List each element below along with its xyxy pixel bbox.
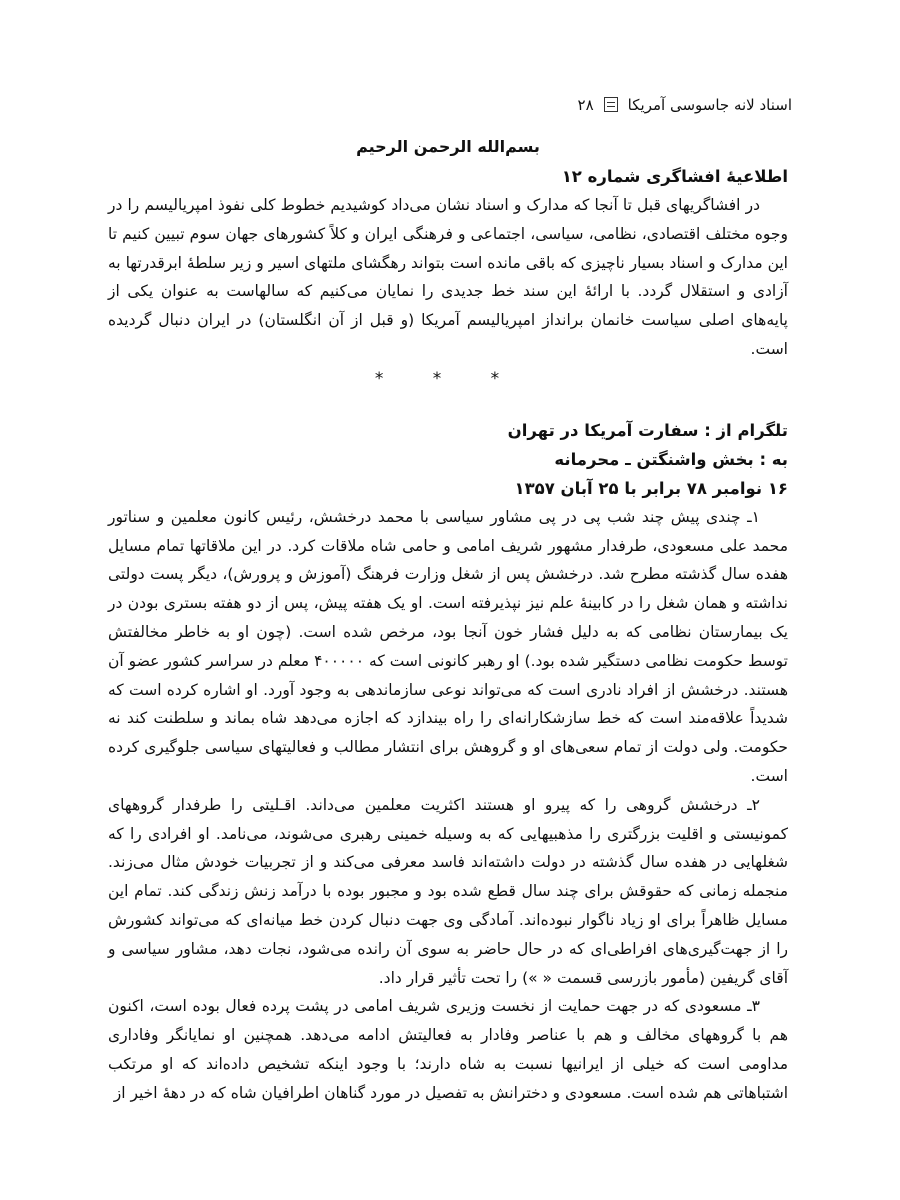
notice-title: اطلاعیهٔ افشاگری شماره ۱۲ bbox=[561, 167, 788, 186]
paragraph-3: ۳ـ مسعودی که در جهت حمایت از نخست وزیری شریف امامی در پشت پرده فعال بوده است، اکنون هم با گروههای مخالف و هم با عناصر وفادار به فعالیتش ادامه می‌دهد. همچنین او نمایانگر وفاداری مداومی است که خیلی از ایرانیها نسبت به شاه دارند؛ با وجود اینکه تشخیص داده‌اند که او مرتکب اشتباهاتی هم شده است. مسعودی و دخترانش به تفصیل در مورد گناهان اطرافیان شاه که در دههٔ اخیر از bbox=[108, 997, 788, 1102]
page-number: ۲۸ bbox=[577, 96, 594, 114]
running-header bbox=[578, 93, 792, 117]
telegram-date: ۱۶ نوامبر ۷۸ برابر با ۲۵ آبان ۱۳۵۷ bbox=[514, 478, 788, 498]
section-spacer bbox=[108, 394, 788, 416]
telegram-to: به : بخش واشنگتن ـ محرمانه bbox=[554, 449, 788, 469]
paragraph-2: ۲ـ درخشش گروهی را که پیرو او هستند اکثریت معلمین می‌داند. اقـلیتی را طرفدار گروههای کمونیستی و اقلیت بزرگتری را مذهبیهایی که به وسیله خمینی رهبری می‌شوند، می‌نامد. او افرادی را که شغلهایی در هفده سال گذشته در دولت داشته‌اند فاسد معرفی می‌کند و از تجربیات خودش مثال می‌زند. منجمله زمانی که حقوقش برای چند سال قطع شده بود و مجبور بوده با درآمد زنش زندگی کند. تمام این مسایل ظاهراً برای او زیاد ناگوار نبوده‌اند. آمادگی وی جهت دنبال کردن خط میانه‌ای که می‌تواند کشورش را از جهت‌گیری‌های افراطی‌ای که در حال حاضر به سوی آن رانده می‌شود، نجات دهد، مشاور سیاسی و آقای گریفین (مأمور بازرسی قسمت « ») را تحت تأثیر قرار داد. bbox=[108, 795, 788, 987]
page-content bbox=[108, 132, 788, 1108]
telegram-from: تلگرام از : سفارت آمریکا در تهران bbox=[507, 420, 788, 440]
paragraph-1: ۱ـ چندی پیش چند شب پی در پی مشاور سیاسی با محمد درخشش، رئیس کانون معلمین و سناتور محمد علی مسعودی، طرفدار مشهور شریف امامی و حامی شاه ملاقات کرد. در این ملاقاتها تمام مسایل هفده سال گذشته مطرح شد. درخشش پس از شغل وزارت فرهنگ (آموزش و پرورش)، دیگر پست دولتی نداشته و همان شغل را در کابینهٔ علم نیز نپذیرفته است. او یک هفته پیش، پس از دو هفته بستری بودن در یک بیمارستان نظامی که به دلیل فشار خون آنجا بود، مرخص شده است. (چون او به خاطر مخالفتش توسط حکومت نظامی دستگیر شده بود.) او رهبر کانونی است که ۴۰۰۰۰۰ معلم در سراسر کشور عضو آن هستند. درخشش از افراد نادری است که می‌تواند نوعی سازماندهی به وجود آورد. او اشاره کرده است که شدیداً علاقه‌مند است که خط سازشکارانه‌ای را راه بیندازد که اجازه می‌دهد شاه بماند و سلطنت کند نه حکومت. ولی دولت از تمام سعی‌های او و گروهش برای انتشار مطالب و فعالیتهای سیاسی جلوگیری کرده است. bbox=[108, 507, 788, 785]
document-icon bbox=[604, 97, 618, 112]
intro-paragraph: در افشاگریهای قبل تا آنجا که مدارک و اسناد نشان می‌داد کوشیدیم خطوط کلی نفوذ امپریالیسم را در وجوه مختلف اقتصادی، نظامی، سیاسی، اجتماعی و فرهنگی ایران و کلاً کشورهای جهان سوم تبیین کنیم تا این مدارک و اسناد بسیار ناچیزی که باقی مانده است بتواند رهگشای ملتهای اسیر و زیر سلطهٔ ابرقدرتها به آزادی و استقلال گردد. با ارائهٔ این سند خط جدیدی را نمایان می‌کنیم که سالهاست به عنوان یکی از پایه‌های اصلی سیاست خانمان برانداز امپریالیسم آمریکا (و قبل از آن انگلستان) در ایران دنبال گردیده است. bbox=[108, 196, 788, 358]
running-title: اسناد لانه جاسوسی آمریکا bbox=[627, 96, 792, 114]
section-separator: * * * bbox=[374, 368, 522, 389]
bismillah: بسم‌الله الرحمن الرحیم bbox=[356, 137, 540, 156]
